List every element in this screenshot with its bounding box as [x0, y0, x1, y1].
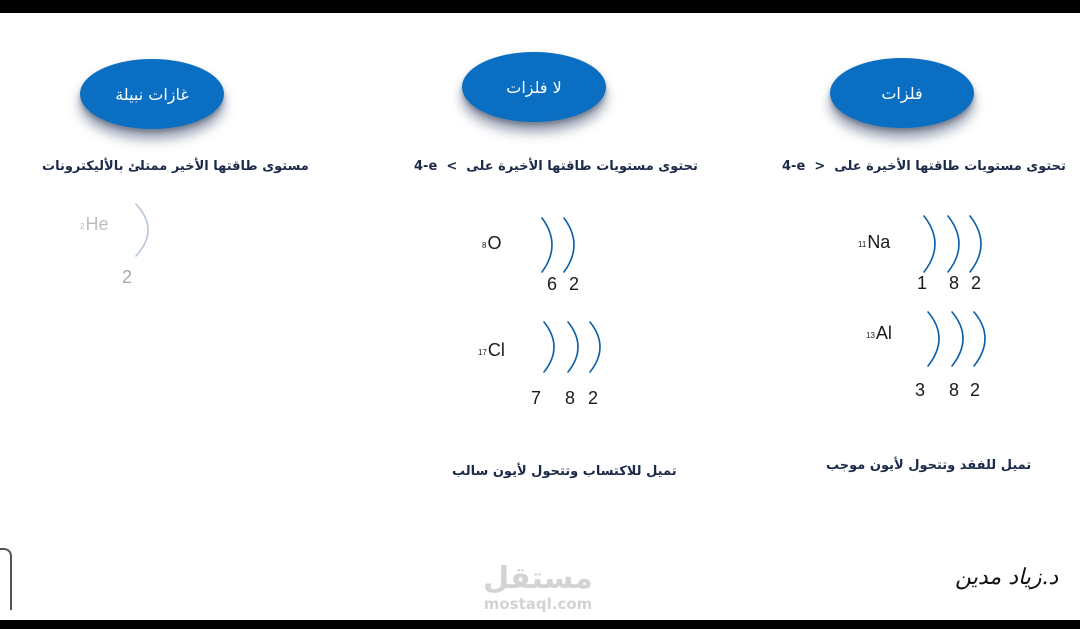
he-shell-arc	[136, 204, 148, 256]
nonmetals-title: لا فلزات	[506, 77, 562, 97]
o-shell-arc	[564, 218, 574, 272]
atom-cl-number: 17	[478, 348, 487, 357]
nonmetals-heading-operator: <	[446, 159, 458, 174]
na-shell-1: 1	[917, 273, 928, 293]
metals-heading-text: تحتوى مستويات طاقتها الأخيرة على	[834, 159, 1066, 174]
metals-heading-value: 4-e	[782, 159, 806, 174]
o-shell-1: 6	[547, 274, 558, 294]
atom-na-number: 11	[858, 240, 867, 249]
nonmetals-note: تميل للاكتساب وتتحول لأيون سالب	[452, 464, 677, 479]
atom-he-symbol: He	[85, 214, 109, 234]
cl-shell-arc	[568, 322, 578, 372]
cl-shell-3: 2	[588, 388, 599, 408]
o-shell-arc	[542, 218, 552, 272]
watermark	[468, 563, 608, 613]
al-shell-1: 3	[915, 380, 926, 400]
atom-al-number: 13	[866, 331, 875, 340]
cl-shell-2: 8	[565, 388, 576, 408]
na-shell-arc	[924, 216, 935, 272]
atom-he-number: 2	[80, 222, 85, 231]
al-shell-arc	[928, 312, 939, 366]
al-shell-arc	[974, 312, 985, 366]
metals-heading-operator: >	[814, 159, 826, 174]
atom-cl-symbol: Cl	[487, 340, 505, 360]
noble-heading: مستوى طاقتها الأخير ممتلئ بالأليكترونات	[42, 159, 309, 174]
metals-title: فلزات	[881, 83, 923, 103]
metals-note: تميل للفقد وتتحول لأيون موجب	[826, 458, 1032, 473]
he-shell-1: 2	[122, 267, 133, 287]
atom-al-symbol: Al	[875, 323, 892, 343]
atom-o-number: 8	[482, 241, 487, 250]
na-shell-arc	[948, 216, 959, 272]
bottom-bar	[0, 620, 1080, 629]
o-shell-2: 2	[569, 274, 580, 294]
al-shell-2: 8	[949, 380, 960, 400]
nonmetals-heading-text: تحتوى مستويات طاقتها الأخيرة على	[466, 159, 698, 174]
nonmetals-heading-value: 4-e	[414, 159, 438, 174]
atom-na-symbol: Na	[867, 232, 891, 252]
al-shell-3: 2	[970, 380, 981, 400]
atom-o-symbol: O	[487, 233, 502, 253]
cl-shell-arc	[544, 322, 554, 372]
na-shell-3: 2	[971, 273, 982, 293]
cl-shell-arc	[590, 322, 600, 372]
na-shell-2: 8	[949, 273, 960, 293]
cl-shell-1: 7	[531, 388, 542, 408]
noble-title: غازات نبيلة	[115, 84, 189, 104]
watermark-arabic: مستقل	[483, 561, 593, 596]
al-shell-arc	[952, 312, 963, 366]
author-signature: د.زياد مدين	[955, 565, 1059, 590]
watermark-latin: mostaql.com	[483, 595, 593, 613]
na-shell-arc	[970, 216, 981, 272]
